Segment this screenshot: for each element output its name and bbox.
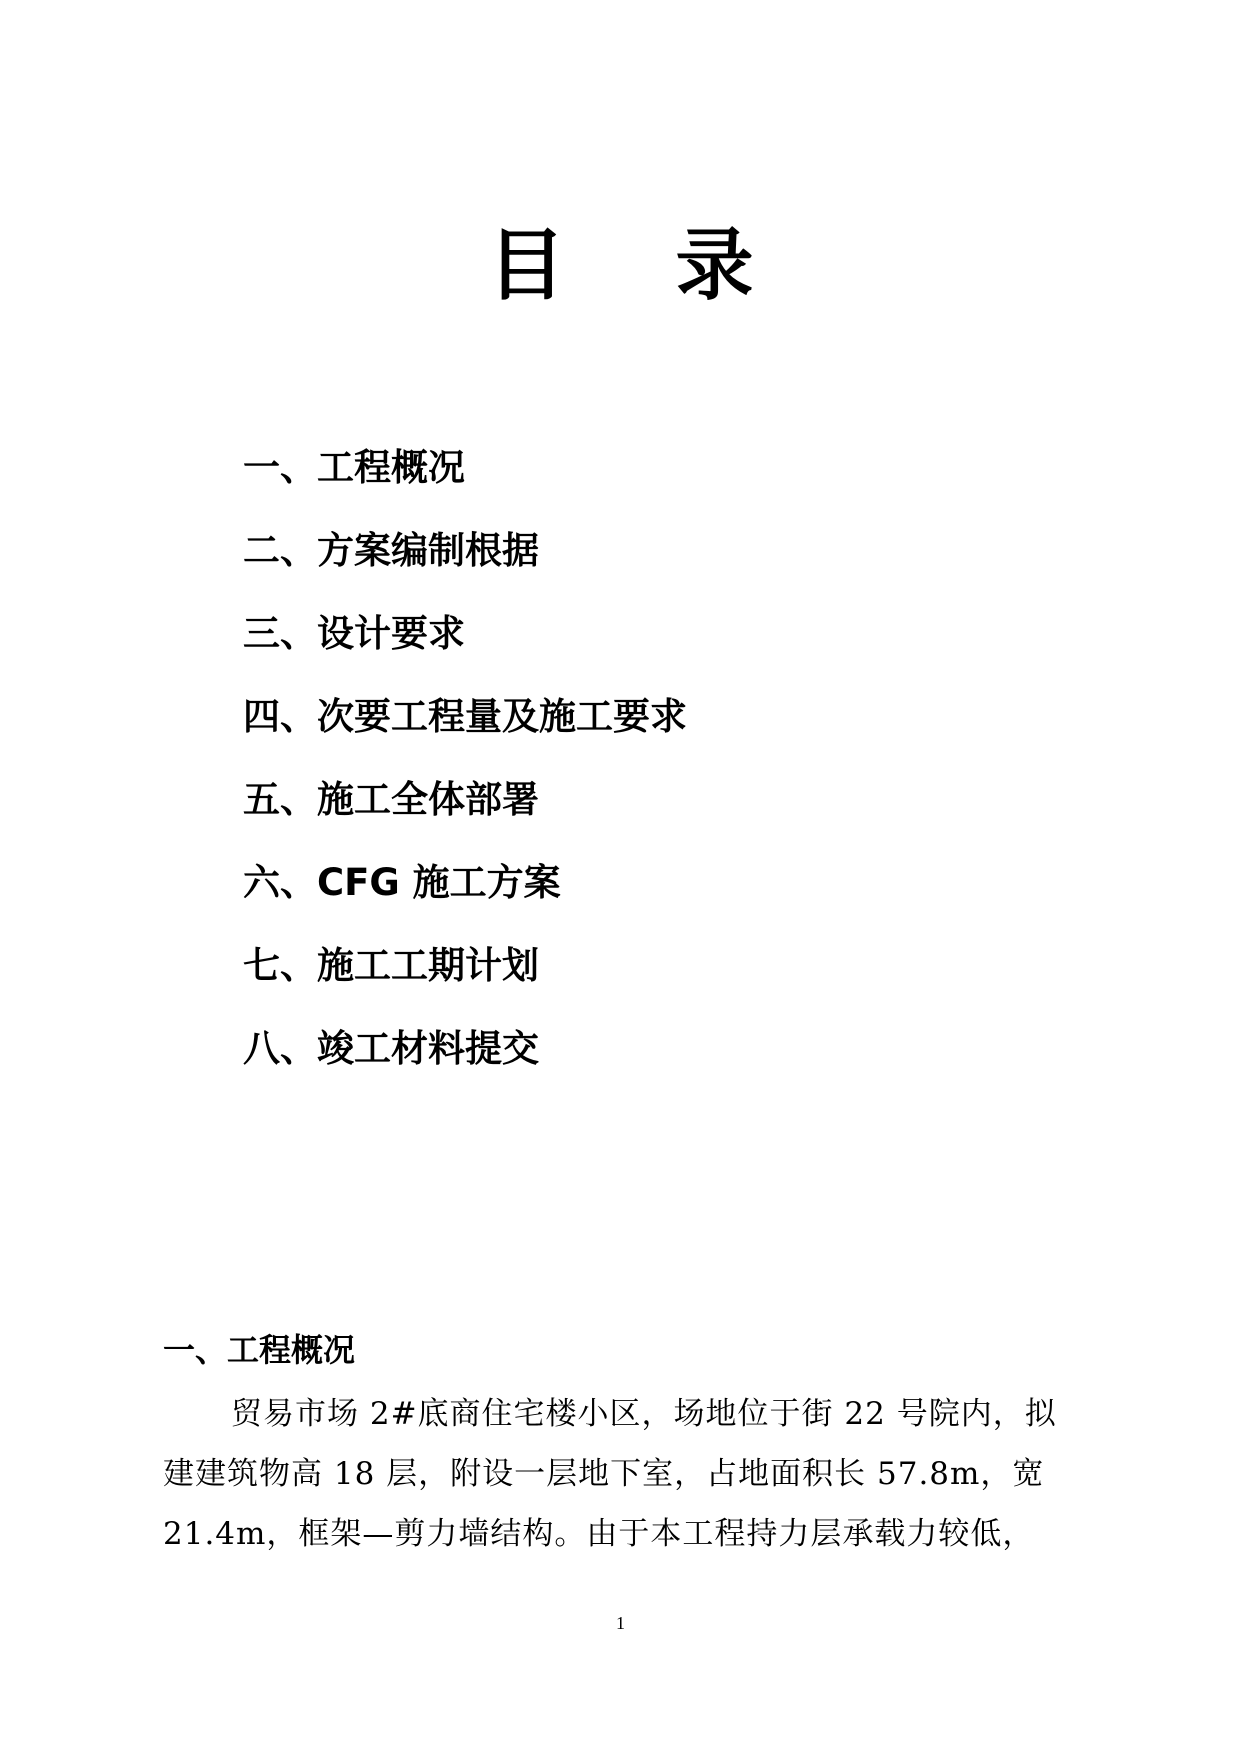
toc-title: 目录: [487, 221, 864, 311]
toc-item: 七、施工工期计划: [243, 944, 539, 987]
toc-item: 五、施工全体部署: [243, 778, 539, 821]
toc-item: 八、竣工材料提交: [243, 1027, 539, 1070]
page-number: 1: [616, 1613, 625, 1633]
section-heading: 一、工程概况: [163, 1331, 356, 1369]
body-line: 建建筑物高 18 层，附设一层地下室，占地面积长 57.8m，宽: [163, 1456, 1045, 1492]
body-line: 21.4m，框架—剪力墙结构。由于本工程持力层承载力较低，: [163, 1516, 1035, 1552]
toc-item: 二、方案编制根据: [243, 529, 539, 572]
section-body: [163, 1384, 1093, 1564]
toc-item: 四、次要工程量及施工要求: [243, 695, 687, 738]
toc-item: 一、工程概况: [243, 446, 465, 489]
body-line: 贸易市场 2#底商住宅楼小区，场地位于街 22 号院内，拟: [231, 1396, 1057, 1432]
toc-item: 六、CFG 施工方案: [243, 861, 561, 904]
toc-item: 三、设计要求: [243, 612, 465, 655]
toc-list: [243, 447, 687, 1111]
